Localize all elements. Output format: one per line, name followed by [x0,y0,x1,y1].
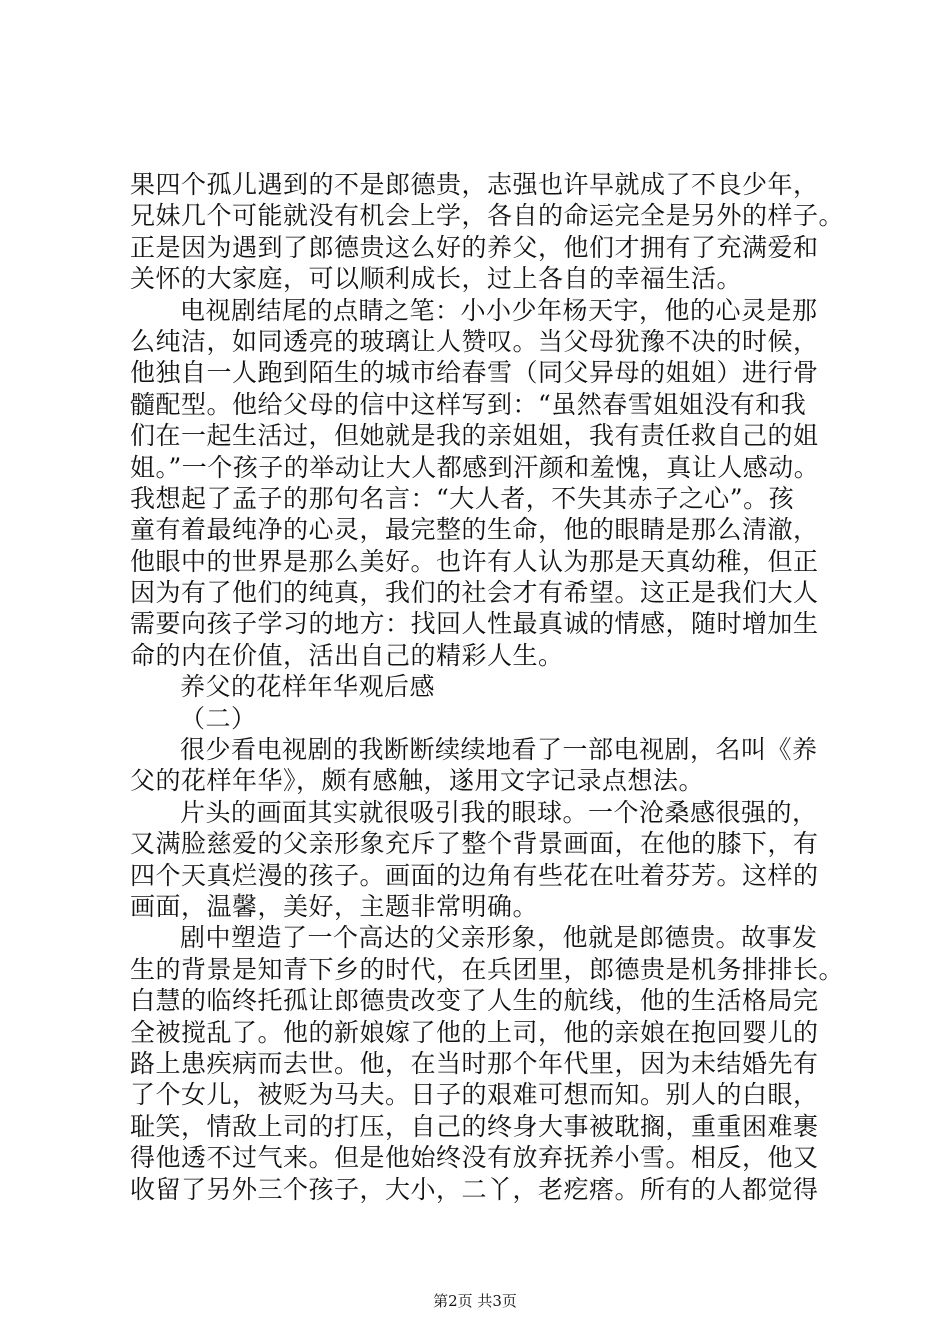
text-line: 需要向孩子学习的地方：找回人性最真诚的情感，随时增加生 [130,609,819,639]
text-line: 全被搅乱了。他的新娘嫁了他的上司，他的亲娘在抱回婴儿的 [130,1017,819,1047]
text-line: 四个天真烂漫的孩子。画面的边角有些花在吐着芬芳。这样的 [130,860,819,890]
text-line: 命的内在价值，活出自己的精彩人生。 [130,640,564,670]
paragraph-start-line: 电视剧结尾的点睛之笔：小小少年杨天宇，他的心灵是那 [180,295,818,325]
paragraph-start-line: 很少看电视剧的我断断续续地看了一部电视剧，名叫《养 [180,735,818,765]
text-line: 收留了另外三个孩子，大小，二丫，老疙瘩。所有的人都觉得 [130,1174,819,1204]
section-number: （二） [180,703,257,733]
text-line: 童有着最纯净的心灵，最完整的生命，他的眼睛是那么清澈， [130,515,819,545]
paragraph-start-line: 片头的画面其实就很吸引我的眼球。一个沧桑感很强的， [180,797,818,827]
text-line: 了个女儿，被贬为马夫。日子的艰难可想而知。别人的白眼， [130,1080,819,1110]
text-line: 得他透不过气来。但是他始终没有放弃抚养小雪。相反，他又 [130,1143,819,1173]
section-heading: 养父的花样年华观后感 [180,672,436,702]
text-line: 兄妹几个可能就没有机会上学，各自的命运完全是另外的样子。 [130,201,845,231]
text-line: 白慧的临终托孤让郎德贵改变了人生的航线，他的生活格局完 [130,986,819,1016]
text-line: 他眼中的世界是那么美好。也许有人认为那是天真幼稚，但正 [130,546,819,576]
page-footer [0,1291,950,1311]
text-line: 又满脸慈爱的父亲形象充斥了整个背景画面，在他的膝下，有 [130,829,819,859]
text-line: 画面，温馨，美好，主题非常明确。 [130,891,539,921]
text-line: 生的背景是知青下乡的时代，在兵团里，郎德贵是机务排排长。 [130,954,845,984]
text-line: 路上患疾病而去世。他，在当时那个年代里，因为未结婚先有 [130,1048,819,1078]
text-line: 我想起了孟子的那句名言：“大人者，不失其赤子之心”。孩 [130,483,795,513]
text-line: 果四个孤儿遇到的不是郎德贵，志强也许早就成了不良少年， [130,170,819,199]
text-line: 髓配型。他给父母的信中这样写到：“虽然春雪姐姐没有和我 [130,389,807,419]
text-line: 么纯洁，如同透亮的玻璃让人赞叹。当父母犹豫不决的时候， [130,326,819,356]
page-number: 第2页 共3页 [433,1292,517,1310]
text-line: 因为有了他们的纯真，我们的社会才有希望。这正是我们大人 [130,578,819,608]
paragraph-start-line: 剧中塑造了一个高达的父亲形象，他就是郎德贵。故事发 [180,923,818,953]
text-line: 父的花样年华》，颇有感触，遂用文字记录点想法。 [130,766,705,796]
text-line: 关怀的大家庭，可以顺利成长，过上各自的幸福生活。 [130,264,743,294]
text-line: 们在一起生活过，但她就是我的亲姐姐，我有责任救自己的姐 [130,421,819,451]
body-text [130,169,845,1205]
text-line: 他独自一人跑到陌生的城市给春雪（同父异母的姐姐）进行骨 [130,358,819,388]
text-line: 正是因为遇到了郎德贵这么好的养父，他们才拥有了充满爱和 [130,232,819,262]
text-line: 耻笑，情敌上司的打压，自己的终身大事被耽搁，重重困难裹 [130,1111,819,1141]
text-line: 姐。”一个孩子的举动让大人都感到汗颜和羞愧，真让人感动。 [130,452,820,482]
